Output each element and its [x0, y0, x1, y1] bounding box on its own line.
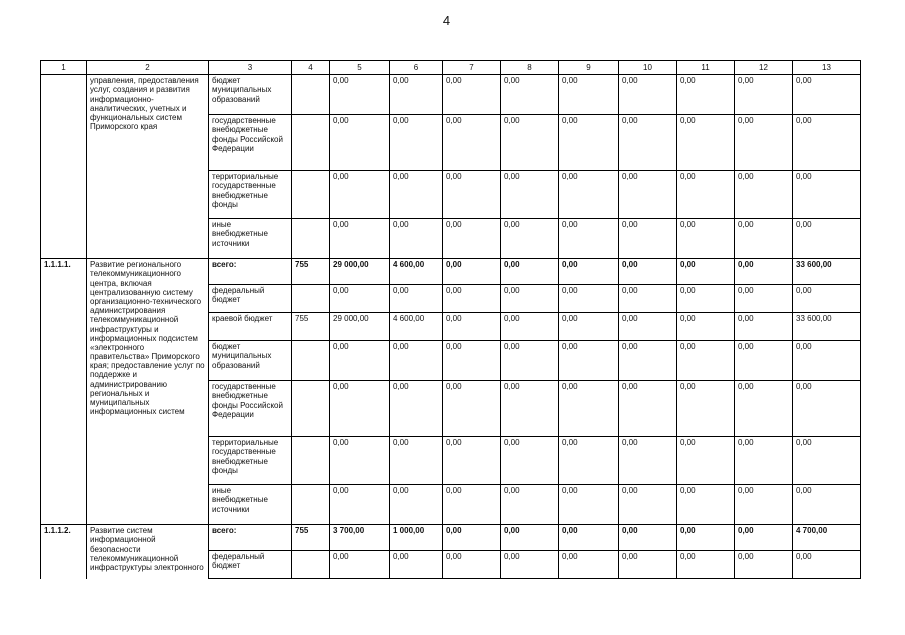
amount-cell: 4 700,00: [793, 525, 861, 551]
funding-source: бюджет муниципальных образований: [209, 75, 292, 115]
grbs-code: [292, 341, 330, 381]
amount-cell: 0,00: [735, 551, 793, 579]
amount-cell: 0,00: [619, 219, 677, 259]
amount-cell: 0,00: [559, 313, 619, 341]
amount-cell: 0,00: [443, 115, 501, 171]
item-code: 1.1.1.1.: [41, 259, 87, 525]
grbs-code: [292, 381, 330, 437]
amount-cell: 0,00: [677, 75, 735, 115]
amount-cell: 0,00: [793, 171, 861, 219]
column-header: 8: [501, 61, 559, 75]
amount-cell: 0,00: [330, 485, 390, 525]
amount-cell: 0,00: [559, 437, 619, 485]
amount-cell: 0,00: [793, 285, 861, 313]
amount-cell: 0,00: [619, 285, 677, 313]
amount-cell: 0,00: [443, 525, 501, 551]
amount-cell: 0,00: [793, 115, 861, 171]
amount-cell: 3 700,00: [330, 525, 390, 551]
amount-cell: 0,00: [677, 313, 735, 341]
item-code: [41, 75, 87, 259]
amount-cell: 33 600,00: [793, 313, 861, 341]
funding-source: всего:: [209, 525, 292, 551]
amount-cell: 0,00: [501, 551, 559, 579]
item-description: управления, предоставления услуг, создания и развития информационно-аналитических, учетных и функциональных систем Приморского края: [87, 75, 209, 259]
amount-cell: 0,00: [735, 285, 793, 313]
amount-cell: 0,00: [443, 381, 501, 437]
amount-cell: 0,00: [735, 259, 793, 285]
amount-cell: 0,00: [677, 381, 735, 437]
amount-cell: 0,00: [735, 115, 793, 171]
amount-cell: 0,00: [390, 219, 443, 259]
column-header: 3: [209, 61, 292, 75]
amount-cell: 0,00: [735, 437, 793, 485]
amount-cell: 0,00: [330, 341, 390, 381]
amount-cell: 0,00: [390, 381, 443, 437]
amount-cell: 0,00: [443, 285, 501, 313]
amount-cell: 0,00: [677, 525, 735, 551]
amount-cell: 0,00: [501, 285, 559, 313]
column-header: 6: [390, 61, 443, 75]
amount-cell: 0,00: [559, 171, 619, 219]
amount-cell: 0,00: [559, 381, 619, 437]
amount-cell: 0,00: [443, 219, 501, 259]
table-row: [41, 525, 861, 551]
column-header: 5: [330, 61, 390, 75]
funding-source: бюджет муниципальных образований: [209, 341, 292, 381]
amount-cell: 0,00: [677, 485, 735, 525]
funding-source: территориальные государственные внебюджетные фонды: [209, 171, 292, 219]
amount-cell: 0,00: [443, 259, 501, 285]
amount-cell: 0,00: [501, 381, 559, 437]
amount-cell: 0,00: [330, 381, 390, 437]
amount-cell: 0,00: [559, 485, 619, 525]
amount-cell: 0,00: [735, 525, 793, 551]
amount-cell: 0,00: [559, 115, 619, 171]
column-header: 13: [793, 61, 861, 75]
amount-cell: 0,00: [619, 259, 677, 285]
column-header: 10: [619, 61, 677, 75]
grbs-code: [292, 171, 330, 219]
column-header: 2: [87, 61, 209, 75]
grbs-code: [292, 115, 330, 171]
amount-cell: 0,00: [559, 75, 619, 115]
amount-cell: 0,00: [330, 437, 390, 485]
amount-cell: 0,00: [677, 551, 735, 579]
item-description: Развитие регионального телекоммуникационного центра, включая централизованную систему организационно-технического администрирования телекоммуникационной инфраструктуры и информационных подсистем «электронного правительства» Приморского края; предоставление услуг по поддержке и администрированию региональных и муниципальных информационных систем: [87, 259, 209, 525]
amount-cell: 33 600,00: [793, 259, 861, 285]
table-row: [41, 259, 861, 285]
column-header: 1: [41, 61, 87, 75]
amount-cell: 0,00: [390, 285, 443, 313]
amount-cell: 0,00: [330, 551, 390, 579]
amount-cell: 0,00: [501, 525, 559, 551]
funding-source: федеральный бюджет: [209, 551, 292, 579]
column-header: 4: [292, 61, 330, 75]
grbs-code: 755: [292, 259, 330, 285]
grbs-code: 755: [292, 313, 330, 341]
amount-cell: 0,00: [735, 381, 793, 437]
amount-cell: 0,00: [501, 75, 559, 115]
funding-source: государственные внебюджетные фонды Российской Федерации: [209, 381, 292, 437]
funding-source: иные внебюджетные источники: [209, 485, 292, 525]
amount-cell: 0,00: [330, 219, 390, 259]
amount-cell: 0,00: [619, 115, 677, 171]
amount-cell: 0,00: [735, 341, 793, 381]
amount-cell: 0,00: [619, 171, 677, 219]
budget-table: [40, 60, 861, 579]
amount-cell: 0,00: [793, 437, 861, 485]
amount-cell: 0,00: [677, 115, 735, 171]
funding-source: краевой бюджет: [209, 313, 292, 341]
amount-cell: 0,00: [330, 171, 390, 219]
amount-cell: 0,00: [619, 525, 677, 551]
amount-cell: 0,00: [677, 285, 735, 313]
amount-cell: 0,00: [619, 381, 677, 437]
amount-cell: 0,00: [793, 341, 861, 381]
amount-cell: 0,00: [390, 75, 443, 115]
amount-cell: 0,00: [501, 259, 559, 285]
amount-cell: 0,00: [501, 115, 559, 171]
amount-cell: 0,00: [559, 525, 619, 551]
amount-cell: 4 600,00: [390, 313, 443, 341]
header-row: [41, 61, 861, 75]
amount-cell: 0,00: [793, 381, 861, 437]
funding-source: государственные внебюджетные фонды Российской Федерации: [209, 115, 292, 171]
amount-cell: 0,00: [735, 219, 793, 259]
amount-cell: 0,00: [735, 75, 793, 115]
amount-cell: 0,00: [390, 115, 443, 171]
amount-cell: 0,00: [501, 219, 559, 259]
amount-cell: 1 000,00: [390, 525, 443, 551]
amount-cell: 29 000,00: [330, 259, 390, 285]
amount-cell: 0,00: [559, 285, 619, 313]
amount-cell: 0,00: [390, 551, 443, 579]
grbs-code: [292, 75, 330, 115]
amount-cell: 0,00: [793, 551, 861, 579]
amount-cell: 0,00: [443, 485, 501, 525]
column-header: 11: [677, 61, 735, 75]
amount-cell: 29 000,00: [330, 313, 390, 341]
amount-cell: 0,00: [619, 313, 677, 341]
amount-cell: 0,00: [559, 551, 619, 579]
column-header: 9: [559, 61, 619, 75]
item-description: Развитие систем информационной безопасности телекоммуникационной инфраструктуры электронного: [87, 525, 209, 579]
amount-cell: 0,00: [793, 75, 861, 115]
amount-cell: 0,00: [330, 285, 390, 313]
amount-cell: 0,00: [793, 219, 861, 259]
column-header: 12: [735, 61, 793, 75]
amount-cell: 0,00: [619, 75, 677, 115]
amount-cell: 0,00: [735, 313, 793, 341]
amount-cell: 0,00: [390, 171, 443, 219]
amount-cell: 0,00: [390, 485, 443, 525]
table-row: [41, 75, 861, 115]
amount-cell: 0,00: [443, 313, 501, 341]
amount-cell: 0,00: [501, 485, 559, 525]
grbs-code: [292, 485, 330, 525]
page-number: 4: [442, 13, 451, 28]
funding-source: иные внебюджетные источники: [209, 219, 292, 259]
amount-cell: 0,00: [559, 219, 619, 259]
amount-cell: 0,00: [559, 259, 619, 285]
amount-cell: 0,00: [390, 341, 443, 381]
amount-cell: 0,00: [501, 171, 559, 219]
grbs-code: [292, 285, 330, 313]
amount-cell: 0,00: [443, 341, 501, 381]
amount-cell: 0,00: [443, 437, 501, 485]
funding-source: территориальные государственные внебюджетные фонды: [209, 437, 292, 485]
amount-cell: 0,00: [735, 485, 793, 525]
item-code: 1.1.1.2.: [41, 525, 87, 579]
grbs-code: [292, 551, 330, 579]
amount-cell: 0,00: [501, 313, 559, 341]
amount-cell: 0,00: [677, 171, 735, 219]
amount-cell: 0,00: [619, 485, 677, 525]
amount-cell: 0,00: [443, 551, 501, 579]
amount-cell: 0,00: [677, 437, 735, 485]
amount-cell: 0,00: [619, 551, 677, 579]
funding-source: федеральный бюджет: [209, 285, 292, 313]
amount-cell: 0,00: [443, 171, 501, 219]
amount-cell: 0,00: [501, 341, 559, 381]
amount-cell: 0,00: [619, 341, 677, 381]
grbs-code: 755: [292, 525, 330, 551]
column-header: 7: [443, 61, 501, 75]
amount-cell: 0,00: [390, 437, 443, 485]
grbs-code: [292, 437, 330, 485]
funding-source: всего:: [209, 259, 292, 285]
amount-cell: 0,00: [443, 75, 501, 115]
amount-cell: 4 600,00: [390, 259, 443, 285]
amount-cell: 0,00: [677, 259, 735, 285]
amount-cell: 0,00: [501, 437, 559, 485]
amount-cell: 0,00: [619, 437, 677, 485]
amount-cell: 0,00: [330, 75, 390, 115]
amount-cell: 0,00: [677, 341, 735, 381]
grbs-code: [292, 219, 330, 259]
amount-cell: 0,00: [559, 341, 619, 381]
amount-cell: 0,00: [735, 171, 793, 219]
amount-cell: 0,00: [330, 115, 390, 171]
amount-cell: 0,00: [677, 219, 735, 259]
amount-cell: 0,00: [793, 485, 861, 525]
